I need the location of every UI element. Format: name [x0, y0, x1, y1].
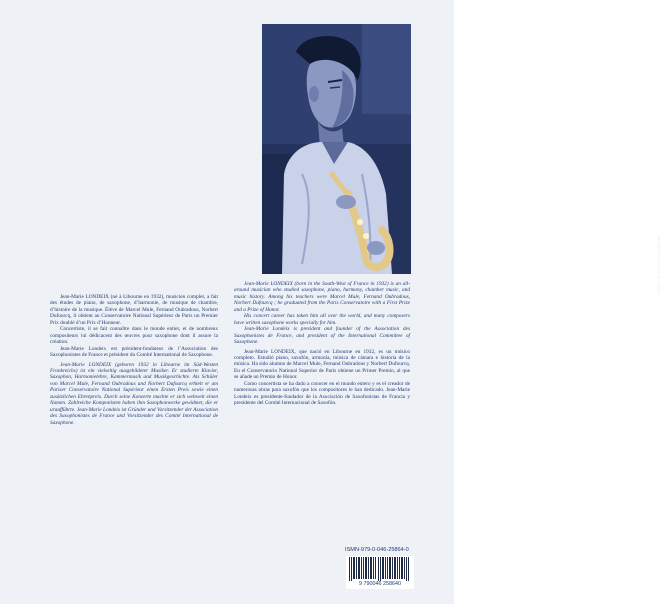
ismn-label: ISMN-979-0-046-25864-0 [345, 547, 409, 553]
french-paragraph-2: Concertiste, il se fait connaître dans le monde entier, et de nombreux compositeurs lui dédicacent des œuvres pour saxophone dont il assure la création. [50, 326, 218, 346]
right-column [234, 281, 410, 407]
french-paragraph-1: Jean-Marie LONDEIX (né à Libourne en 1932), musicien complet, a fait des études de piano, de saxophone, d’harmonie, de musique de chambre, d’histoire de la musique. Élève de Marcel Mule, Fernand Oubradous, Norbert Dufourcq, il obtient au Conservatoire National Supérieur de Paris un Premier Prix doublé d’un Prix d’Honneur. [50, 294, 218, 326]
portrait-illustration [262, 24, 411, 274]
english-paragraph-3: Jean-Marie Londeix is president and founder of the Association des Saxophonistes de France, and president of the International Committee of Saxophone. [234, 326, 410, 346]
barcode-digits: 9 790046 258640 [346, 581, 414, 588]
spanish-paragraph-1: Jean-Marie LONDEIX, que nació en Libourne en 1932, es un músico completo. Estudió piano, saxofón, armonía, música de cámara e historia de la música. Ha sido alumno de Marcel Mule, Fernand Oubradous y Norbert Dufourcq. En el Conservatorio National Superior de Paris obtiene un Primer Premio, al que se añade un Premio de Honor. [234, 348, 410, 381]
english-paragraph-2: His concert career has taken him all over the world, and many composers have written saxophone works specially for him. [234, 313, 410, 326]
spanish-paragraph-2: Como concertista se ha dado a conocer en el mundo entero y es el creador de numerosas obras para saxofón que los compositores le han dedicado. Jean-Marie Londeix es presidente-fundador de la Asociación de Saxofonistas de Francia y presidente del Comité Internacional de Saxofón. [234, 380, 410, 407]
german-paragraph: Jean-Marie LONDEIX (geboren 1932 in Libourne im Süd-Westen Frankreichs) ist ein vielseitig ausgebildeter Musiker. Er studierte Klavier, Saxophon, Harmonielehre, Kammermusik und Musikgeschichte. Als Schüler von Marcel Mule, Fernand Oubradous und Norbert Dufourcq erhielt er am Pariser Conservatoire National Supérieur einen Ersten Preis sowie einen zusätzlichen Ehrenpreis. Durch seine Konzerte machte er sich weltweit einen Namen. Zahlreiche Komponisten haben ihm Saxophonwerke gewidmet, die er uraufführte. Jean-Marie Londeix ist Gründer und Vorsitzender der Association des Saxophonistes de France und Vorsitzender des Comité International de Saxophone. [50, 361, 218, 426]
left-column [50, 294, 218, 426]
french-paragraph-3: Jean-Marie Londeix est président-fondateur de l’Association des Saxophonistes de France et président du Comité International de Saxophone. [50, 345, 218, 359]
english-paragraph-1: Jean-Marie LONDEIX (born in the South-West of France in 1932) is an all-around musician who studied saxophone, piano, harmony, chamber music, and music history. Among his teachers were Marcel Mule, Fernand Oubradous, Norbert Dufourcq ; he graduated from the Paris Conservatoire with a First Prize and a Prize of Honor. [234, 281, 410, 313]
barcode-bars [346, 556, 414, 582]
photo-credit: Photo : N. FUSTE-LAMBEZAT [656, 234, 661, 294]
portrait-photo [262, 24, 661, 294]
